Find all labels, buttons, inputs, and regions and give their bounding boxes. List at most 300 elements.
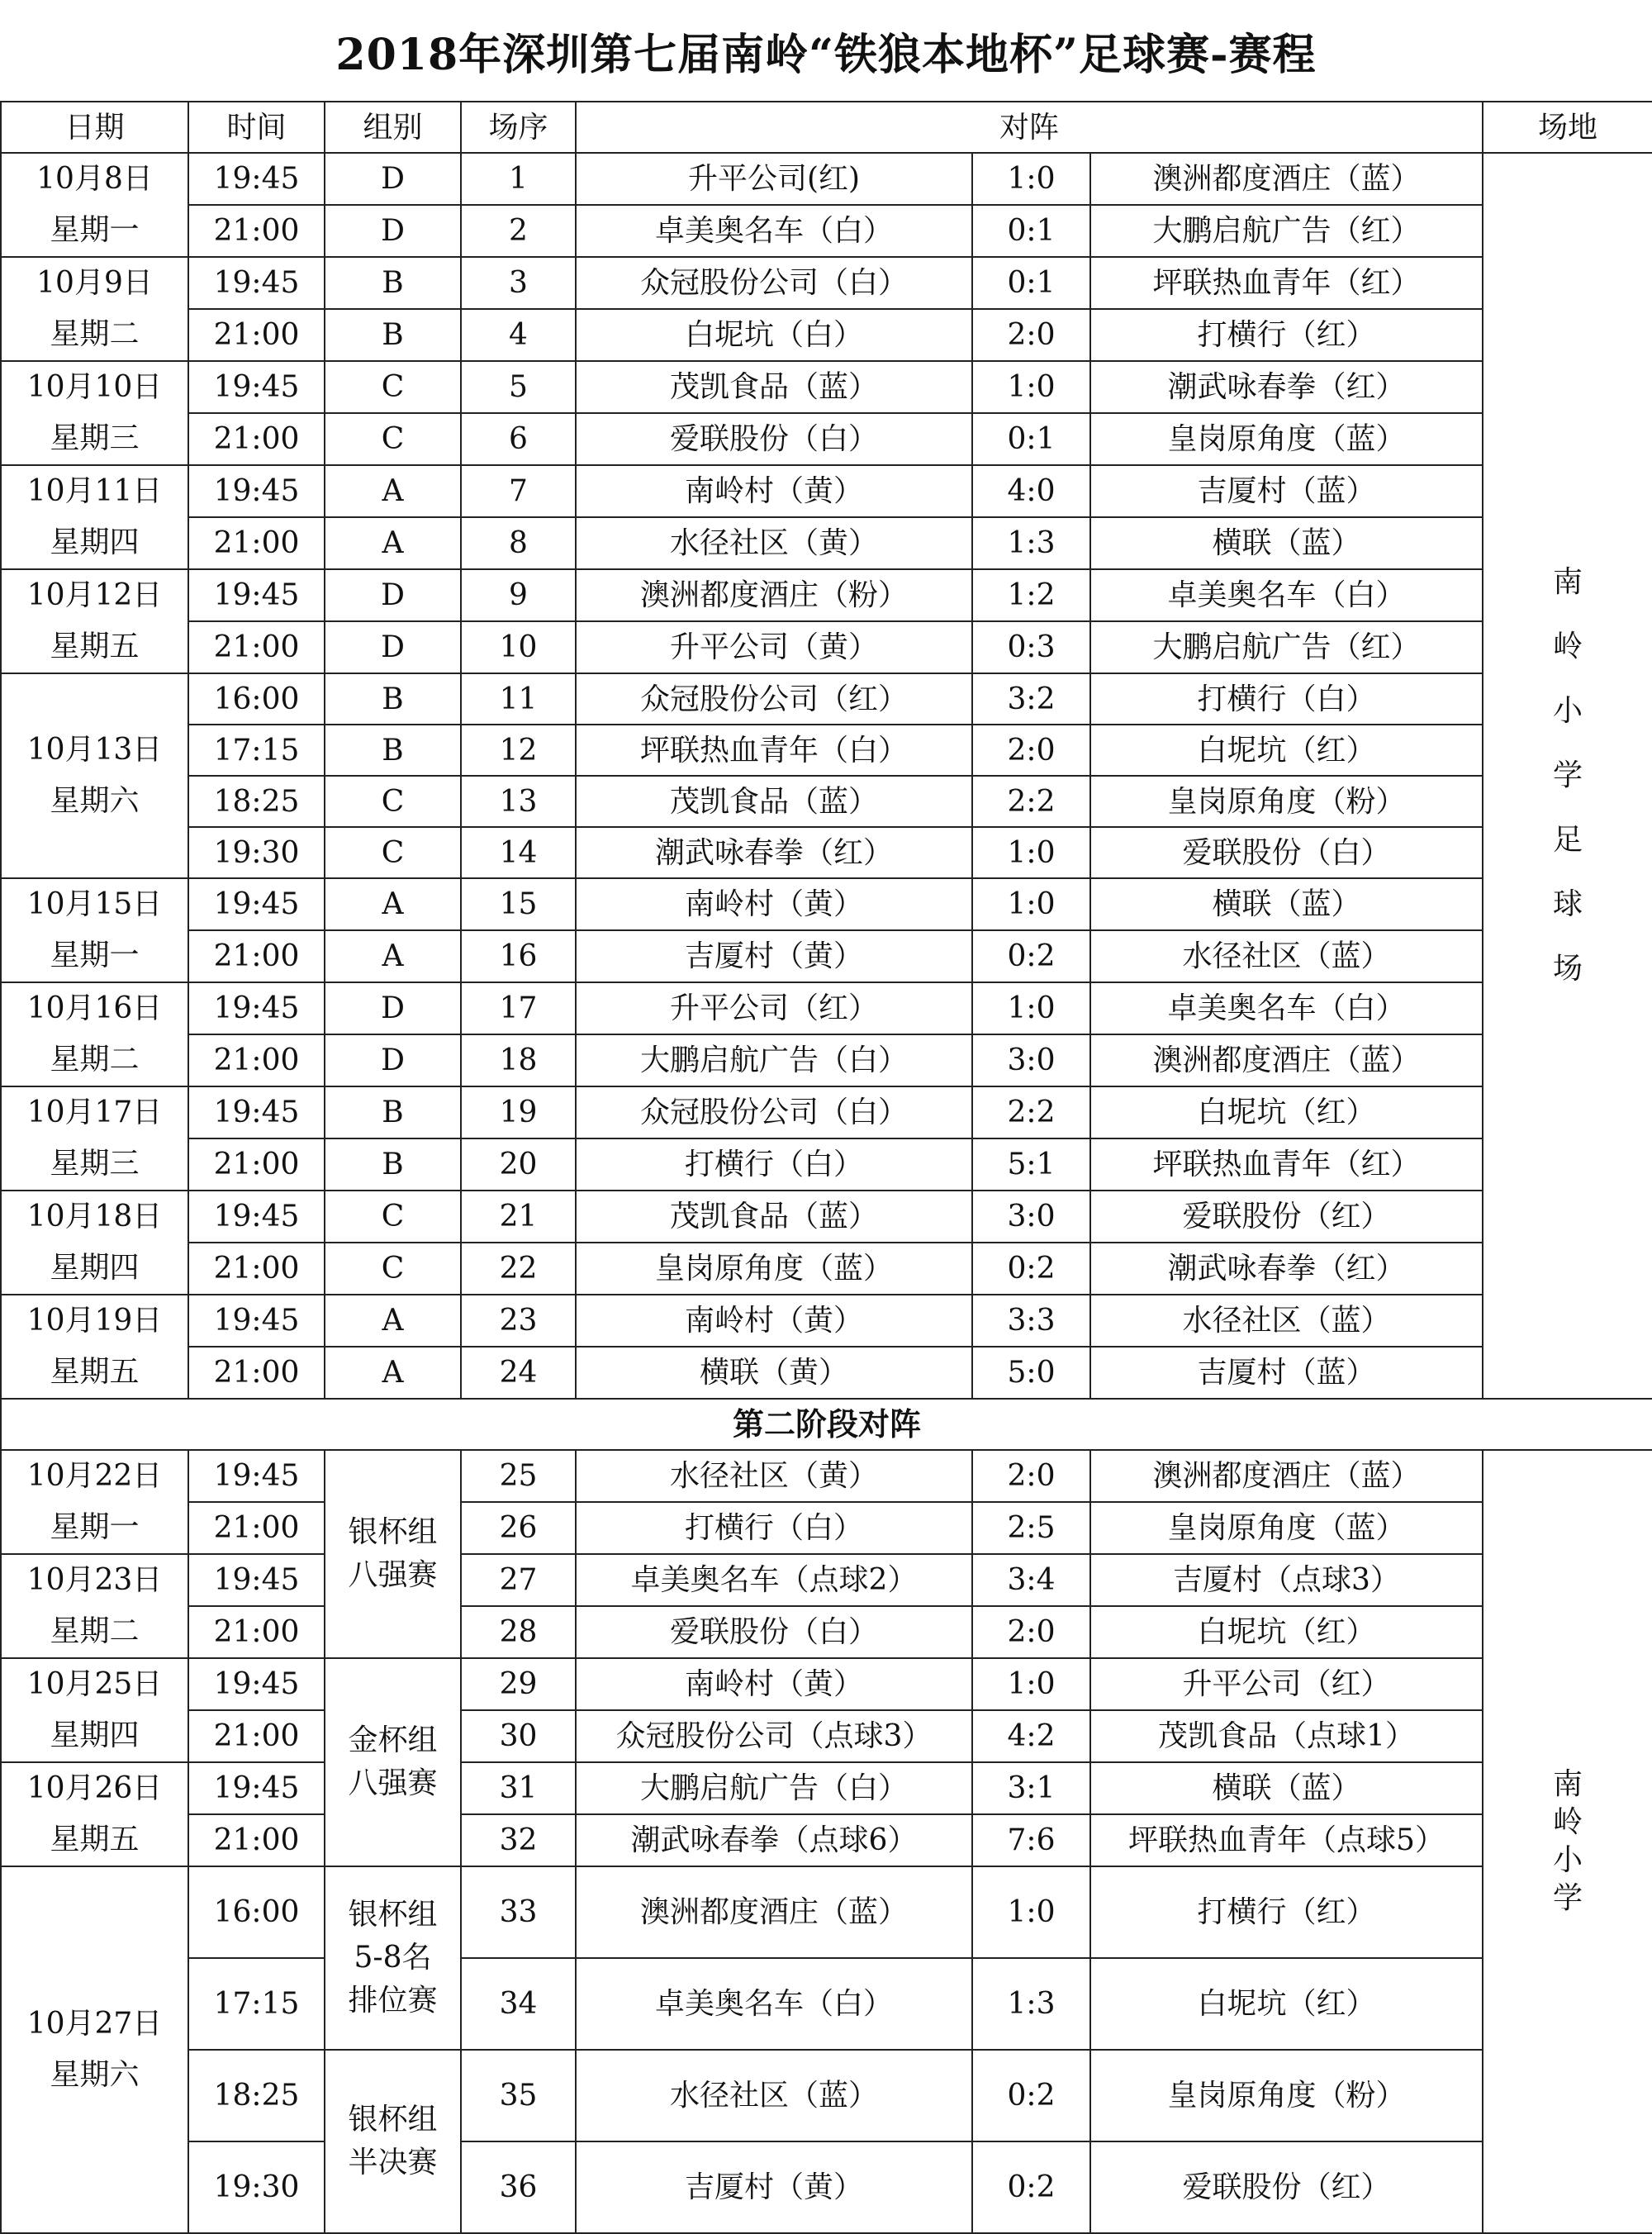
match-time: 21:00 — [188, 1710, 325, 1762]
home-team: 白坭坑（白） — [576, 309, 972, 361]
match-score: 0:1 — [972, 257, 1090, 309]
home-team: 卓美奥名车（白） — [576, 205, 972, 257]
match-number: 15 — [461, 878, 576, 930]
match-score: 1:0 — [972, 827, 1090, 878]
match-score: 0:1 — [972, 205, 1090, 257]
match-score: 2:0 — [972, 309, 1090, 361]
match-score: 0:2 — [972, 2050, 1090, 2141]
away-team: 澳洲都度酒庄（蓝） — [1090, 1034, 1483, 1086]
table-row — [1, 1658, 1652, 1710]
home-team: 众冠股份公司（红） — [576, 673, 972, 725]
stage2-title-row — [1, 1399, 1652, 1450]
weekday-label: 星期四 — [50, 1718, 140, 1752]
home-team: 潮武咏春拳（红） — [576, 827, 972, 878]
match-time: 17:15 — [188, 1958, 325, 2050]
weekday-label: 星期一 — [50, 213, 140, 247]
home-team: 水径社区（黄） — [576, 1450, 972, 1502]
match-number: 2 — [461, 205, 576, 257]
match-number: 27 — [461, 1554, 576, 1606]
match-number: 33 — [461, 1866, 576, 1958]
match-number: 11 — [461, 673, 576, 725]
home-team: 卓美奥名车（白） — [576, 1958, 972, 2050]
home-team: 众冠股份公司（白） — [576, 1086, 972, 1138]
home-team: 升平公司(红) — [576, 153, 972, 205]
table-row — [1, 1450, 1652, 1502]
venue-char: 岭 — [1552, 630, 1583, 663]
venue-char: 足 — [1552, 823, 1583, 857]
match-score: 3:2 — [972, 673, 1090, 725]
table-row — [1, 827, 1652, 878]
weekday-label: 星期四 — [50, 1251, 140, 1285]
match-score: 2:2 — [972, 1086, 1090, 1138]
weekday-label: 星期五 — [50, 630, 140, 663]
match-number: 12 — [461, 725, 576, 776]
table-row — [1, 2050, 1652, 2141]
match-time: 19:45 — [188, 569, 325, 621]
match-number: 30 — [461, 1710, 576, 1762]
match-date — [1, 569, 188, 673]
date-label: 10月18日 — [26, 1200, 163, 1233]
match-group: B — [325, 1086, 461, 1138]
match-group: C — [325, 827, 461, 878]
home-team: 爱联股份（白） — [576, 413, 972, 465]
weekday-label: 星期一 — [50, 1510, 140, 1544]
match-time: 19:45 — [188, 982, 325, 1034]
match-number: 26 — [461, 1502, 576, 1554]
match-number: 35 — [461, 2050, 576, 2141]
match-number: 36 — [461, 2141, 576, 2233]
match-time: 19:45 — [188, 1086, 325, 1138]
table-row — [1, 465, 1652, 517]
group-label-line: 金杯组 — [348, 1723, 438, 1757]
group-label-line: 5-8名 — [354, 1941, 432, 1975]
group-label-line: 排位赛 — [348, 1984, 438, 2018]
match-score: 2:0 — [972, 1450, 1090, 1502]
match-group: B — [325, 725, 461, 776]
match-time: 18:25 — [188, 776, 325, 827]
away-team: 皇岗原角度（蓝） — [1090, 413, 1483, 465]
home-team: 水径社区（黄） — [576, 517, 972, 569]
match-time: 21:00 — [188, 309, 325, 361]
match-number: 5 — [461, 361, 576, 413]
match-group: B — [325, 1138, 461, 1191]
match-time: 19:45 — [188, 1658, 325, 1710]
match-score: 2:0 — [972, 1606, 1090, 1658]
home-team: 升平公司（黄） — [576, 621, 972, 673]
match-group: B — [325, 257, 461, 309]
venue-char: 学 — [1552, 1881, 1583, 1915]
match-number: 28 — [461, 1606, 576, 1658]
match-time: 19:45 — [188, 1762, 325, 1814]
venue-char: 南 — [1552, 1767, 1583, 1801]
away-team: 白坭坑（红） — [1090, 725, 1483, 776]
group-label-line: 半决赛 — [348, 2146, 438, 2179]
home-team: 横联（黄） — [576, 1347, 972, 1399]
match-time: 21:00 — [188, 1138, 325, 1191]
away-team: 皇岗原角度（粉） — [1090, 2050, 1483, 2141]
match-date — [1, 257, 188, 361]
match-score: 7:6 — [972, 1814, 1090, 1866]
away-team: 白坭坑（红） — [1090, 1958, 1483, 2050]
match-number: 6 — [461, 413, 576, 465]
date-label: 10月12日 — [26, 578, 163, 612]
match-group: D — [325, 621, 461, 673]
weekday-label: 星期二 — [50, 317, 140, 351]
date-label: 10月8日 — [36, 162, 153, 196]
match-time: 21:00 — [188, 1034, 325, 1086]
table-row — [1, 1086, 1652, 1138]
match-score: 3:0 — [972, 1034, 1090, 1086]
table-row — [1, 1243, 1652, 1295]
match-score: 1:2 — [972, 569, 1090, 621]
venue-char: 小 — [1552, 1843, 1583, 1877]
home-team: 潮武咏春拳（点球6） — [576, 1814, 972, 1866]
date-label: 10月25日 — [26, 1667, 163, 1701]
match-score: 1:0 — [972, 982, 1090, 1034]
match-number: 8 — [461, 517, 576, 569]
away-team: 卓美奥名车（白） — [1090, 569, 1483, 621]
match-time: 19:45 — [188, 257, 325, 309]
table-row — [1, 153, 1652, 205]
date-label: 10月11日 — [26, 474, 163, 508]
away-team: 大鹏启航广告（红） — [1090, 621, 1483, 673]
home-team: 南岭村（黄） — [576, 1658, 972, 1710]
group-label-line: 银杯组 — [348, 1898, 438, 1932]
venue-stage1 — [1483, 153, 1652, 1399]
match-time: 19:45 — [188, 878, 325, 930]
weekday-label: 星期一 — [50, 939, 140, 972]
match-number: 14 — [461, 827, 576, 878]
match-group: C — [325, 776, 461, 827]
table-row — [1, 1502, 1652, 1554]
away-team: 吉厦村（蓝） — [1090, 1347, 1483, 1399]
away-team: 茂凯食品（点球1） — [1090, 1710, 1483, 1762]
table-row — [1, 2141, 1652, 2233]
table-row — [1, 413, 1652, 465]
date-label: 10月17日 — [26, 1096, 163, 1129]
home-team: 大鹏启航广告（白） — [576, 1762, 972, 1814]
match-score: 0:2 — [972, 930, 1090, 982]
venue-char: 学 — [1552, 758, 1583, 792]
match-date — [1, 878, 188, 982]
away-team: 横联（蓝） — [1090, 517, 1483, 569]
away-team: 爱联股份（白） — [1090, 827, 1483, 878]
match-date — [1, 1554, 188, 1658]
match-number: 13 — [461, 776, 576, 827]
away-team: 吉厦村（点球3） — [1090, 1554, 1483, 1606]
away-team: 爱联股份（红） — [1090, 2141, 1483, 2233]
date-label: 10月23日 — [26, 1563, 163, 1597]
match-date — [1, 153, 188, 257]
away-team: 澳洲都度酒庄（蓝） — [1090, 153, 1483, 205]
match-time: 21:00 — [188, 930, 325, 982]
date-label: 10月22日 — [26, 1459, 163, 1493]
match-group: A — [325, 1347, 461, 1399]
table-row — [1, 725, 1652, 776]
away-team: 升平公司（红） — [1090, 1658, 1483, 1710]
match-number: 21 — [461, 1191, 576, 1243]
home-team: 南岭村（黄） — [576, 1295, 972, 1347]
match-time: 19:45 — [188, 1295, 325, 1347]
home-team: 茂凯食品（蓝） — [576, 361, 972, 413]
match-score: 3:4 — [972, 1554, 1090, 1606]
table-row — [1, 517, 1652, 569]
table-row — [1, 930, 1652, 982]
match-group: A — [325, 1295, 461, 1347]
match-number: 10 — [461, 621, 576, 673]
away-team: 横联（蓝） — [1090, 878, 1483, 930]
home-team: 众冠股份公司（白） — [576, 257, 972, 309]
match-score: 3:1 — [972, 1762, 1090, 1814]
match-time: 21:00 — [188, 1502, 325, 1554]
match-group: A — [325, 465, 461, 517]
date-label: 10月16日 — [26, 991, 163, 1025]
date-label: 10月9日 — [36, 266, 153, 300]
table-row — [1, 621, 1652, 673]
date-label: 10月19日 — [26, 1304, 163, 1338]
date-label: 10月15日 — [26, 887, 163, 921]
weekday-label: 星期六 — [50, 2058, 140, 2092]
weekday-label: 星期三 — [50, 421, 140, 455]
away-team: 爱联股份（红） — [1090, 1191, 1483, 1243]
match-date — [1, 1866, 188, 2233]
match-date — [1, 673, 188, 878]
match-number: 25 — [461, 1450, 576, 1502]
match-time: 19:45 — [188, 1554, 325, 1606]
match-time: 16:00 — [188, 1866, 325, 1958]
match-time: 19:30 — [188, 827, 325, 878]
schedule-table — [0, 101, 1652, 2234]
table-row — [1, 1191, 1652, 1243]
venue-char: 岭 — [1552, 1805, 1583, 1839]
group-label-line: 银杯组 — [348, 2103, 438, 2137]
match-score: 4:0 — [972, 465, 1090, 517]
match-group: A — [325, 878, 461, 930]
group-label-line: 银杯组 — [348, 1515, 438, 1549]
match-time: 17:15 — [188, 725, 325, 776]
date-label: 10月26日 — [26, 1771, 163, 1805]
match-time: 21:00 — [188, 517, 325, 569]
header-group: 组别 — [325, 102, 461, 153]
match-date — [1, 1295, 188, 1399]
match-number: 7 — [461, 465, 576, 517]
table-row — [1, 257, 1652, 309]
table-row — [1, 1347, 1652, 1399]
date-label: 10月10日 — [26, 370, 163, 404]
table-row — [1, 1762, 1652, 1814]
table-row — [1, 1866, 1652, 1958]
match-score: 4:2 — [972, 1710, 1090, 1762]
match-time: 19:45 — [188, 1450, 325, 1502]
home-team: 爱联股份（白） — [576, 1606, 972, 1658]
header-venue: 场地 — [1483, 102, 1652, 153]
weekday-label: 星期二 — [50, 1043, 140, 1077]
header-row — [1, 102, 1652, 153]
match-score: 0:1 — [972, 413, 1090, 465]
match-group: A — [325, 517, 461, 569]
match-date — [1, 1191, 188, 1295]
match-date — [1, 1762, 188, 1866]
match-group: B — [325, 309, 461, 361]
match-time: 21:00 — [188, 1243, 325, 1295]
match-number: 31 — [461, 1762, 576, 1814]
match-group: C — [325, 1191, 461, 1243]
match-time: 21:00 — [188, 413, 325, 465]
away-team: 大鹏启航广告（红） — [1090, 205, 1483, 257]
match-date — [1, 1450, 188, 1554]
match-group: C — [325, 1243, 461, 1295]
match-time: 21:00 — [188, 1347, 325, 1399]
table-row — [1, 982, 1652, 1034]
match-number: 22 — [461, 1243, 576, 1295]
table-row — [1, 1034, 1652, 1086]
home-team: 皇岗原角度（蓝） — [576, 1243, 972, 1295]
header-match-no: 场序 — [461, 102, 576, 153]
match-time: 19:45 — [188, 1191, 325, 1243]
away-team: 卓美奥名车（白） — [1090, 982, 1483, 1034]
match-number: 9 — [461, 569, 576, 621]
away-team: 潮武咏春拳（红） — [1090, 1243, 1483, 1295]
header-fixture: 对阵 — [576, 102, 1483, 153]
match-score: 0:2 — [972, 2141, 1090, 2233]
away-team: 坪联热血青年（点球5） — [1090, 1814, 1483, 1866]
home-team: 南岭村（黄） — [576, 465, 972, 517]
match-score: 2:0 — [972, 725, 1090, 776]
match-date — [1, 1658, 188, 1762]
match-group — [325, 1866, 461, 2050]
match-score: 0:3 — [972, 621, 1090, 673]
schedule-body — [1, 102, 1652, 2233]
match-score: 1:0 — [972, 878, 1090, 930]
match-time: 21:00 — [188, 1814, 325, 1866]
away-team: 潮武咏春拳（红） — [1090, 361, 1483, 413]
table-row — [1, 1958, 1652, 2050]
match-group: D — [325, 1034, 461, 1086]
home-team: 打横行（白） — [576, 1502, 972, 1554]
match-number: 24 — [461, 1347, 576, 1399]
home-team: 升平公司（红） — [576, 982, 972, 1034]
match-number: 16 — [461, 930, 576, 982]
match-number: 3 — [461, 257, 576, 309]
away-team: 打横行（白） — [1090, 673, 1483, 725]
match-score: 0:2 — [972, 1243, 1090, 1295]
match-date — [1, 982, 188, 1086]
away-team: 水径社区（蓝） — [1090, 1295, 1483, 1347]
away-team: 澳洲都度酒庄（蓝） — [1090, 1450, 1483, 1502]
match-score: 1:0 — [972, 153, 1090, 205]
match-time: 21:00 — [188, 205, 325, 257]
home-team: 南岭村（黄） — [576, 878, 972, 930]
home-team: 茂凯食品（蓝） — [576, 776, 972, 827]
weekday-label: 星期五 — [50, 1823, 140, 1856]
match-date — [1, 465, 188, 569]
home-team: 卓美奥名车（点球2） — [576, 1554, 972, 1606]
table-row — [1, 878, 1652, 930]
away-team: 吉厦村（蓝） — [1090, 465, 1483, 517]
match-group: D — [325, 153, 461, 205]
match-time: 19:45 — [188, 153, 325, 205]
match-score: 1:3 — [972, 1958, 1090, 2050]
table-row — [1, 361, 1652, 413]
weekday-label: 星期二 — [50, 1614, 140, 1648]
match-time: 18:25 — [188, 2050, 325, 2141]
home-team: 澳洲都度酒庄（蓝） — [576, 1866, 972, 1958]
away-team: 打横行（红） — [1090, 1866, 1483, 1958]
match-date — [1, 1086, 188, 1191]
stage2-title: 第二阶段对阵 — [1, 1399, 1652, 1450]
group-label-line: 八强赛 — [348, 1766, 438, 1800]
match-number: 18 — [461, 1034, 576, 1086]
table-row — [1, 1710, 1652, 1762]
match-time: 21:00 — [188, 621, 325, 673]
table-row — [1, 309, 1652, 361]
match-group — [325, 1658, 461, 1866]
header-date: 日期 — [1, 102, 188, 153]
match-number: 4 — [461, 309, 576, 361]
away-team: 白坭坑（红） — [1090, 1606, 1483, 1658]
match-time: 19:30 — [188, 2141, 325, 2233]
table-row — [1, 776, 1652, 827]
away-team: 横联（蓝） — [1090, 1762, 1483, 1814]
match-number: 34 — [461, 1958, 576, 2050]
home-team: 坪联热血青年（白） — [576, 725, 972, 776]
venue-char: 南 — [1552, 565, 1583, 599]
match-score: 1:0 — [972, 1866, 1090, 1958]
page-title: 2018年深圳第七届南岭“铁狼本地杯”足球赛-赛程 — [335, 30, 1317, 80]
match-group — [325, 2050, 461, 2233]
match-number: 1 — [461, 153, 576, 205]
venue-char: 小 — [1552, 694, 1583, 728]
match-number: 20 — [461, 1138, 576, 1191]
away-team: 白坭坑（红） — [1090, 1086, 1483, 1138]
weekday-label: 星期六 — [50, 784, 140, 818]
match-group: A — [325, 930, 461, 982]
match-group: D — [325, 569, 461, 621]
home-team: 众冠股份公司（点球3） — [576, 1710, 972, 1762]
weekday-label: 星期四 — [50, 525, 140, 559]
home-team: 吉厦村（黄） — [576, 2141, 972, 2233]
match-score: 5:1 — [972, 1138, 1090, 1191]
date-label: 10月27日 — [26, 2007, 163, 2041]
match-score: 5:0 — [972, 1347, 1090, 1399]
match-time: 19:45 — [188, 361, 325, 413]
match-number: 17 — [461, 982, 576, 1034]
match-score: 3:0 — [972, 1191, 1090, 1243]
away-team: 皇岗原角度（蓝） — [1090, 1502, 1483, 1554]
away-team: 皇岗原角度（粉） — [1090, 776, 1483, 827]
date-label: 10月13日 — [26, 733, 163, 767]
match-score: 1:3 — [972, 517, 1090, 569]
home-team: 大鹏启航广告（白） — [576, 1034, 972, 1086]
table-row — [1, 205, 1652, 257]
table-row — [1, 673, 1652, 725]
table-row — [1, 569, 1652, 621]
away-team: 坪联热血青年（红） — [1090, 1138, 1483, 1191]
match-time: 19:45 — [188, 465, 325, 517]
venue-stage2 — [1483, 1450, 1652, 2233]
match-group: D — [325, 982, 461, 1034]
match-date — [1, 361, 188, 465]
table-row — [1, 1295, 1652, 1347]
match-group: C — [325, 413, 461, 465]
home-team: 水径社区（蓝） — [576, 2050, 972, 2141]
match-time: 21:00 — [188, 1606, 325, 1658]
match-score: 3:3 — [972, 1295, 1090, 1347]
venue-char: 场 — [1552, 952, 1583, 986]
match-score: 2:2 — [972, 776, 1090, 827]
away-team: 水径社区（蓝） — [1090, 930, 1483, 982]
match-time: 16:00 — [188, 673, 325, 725]
